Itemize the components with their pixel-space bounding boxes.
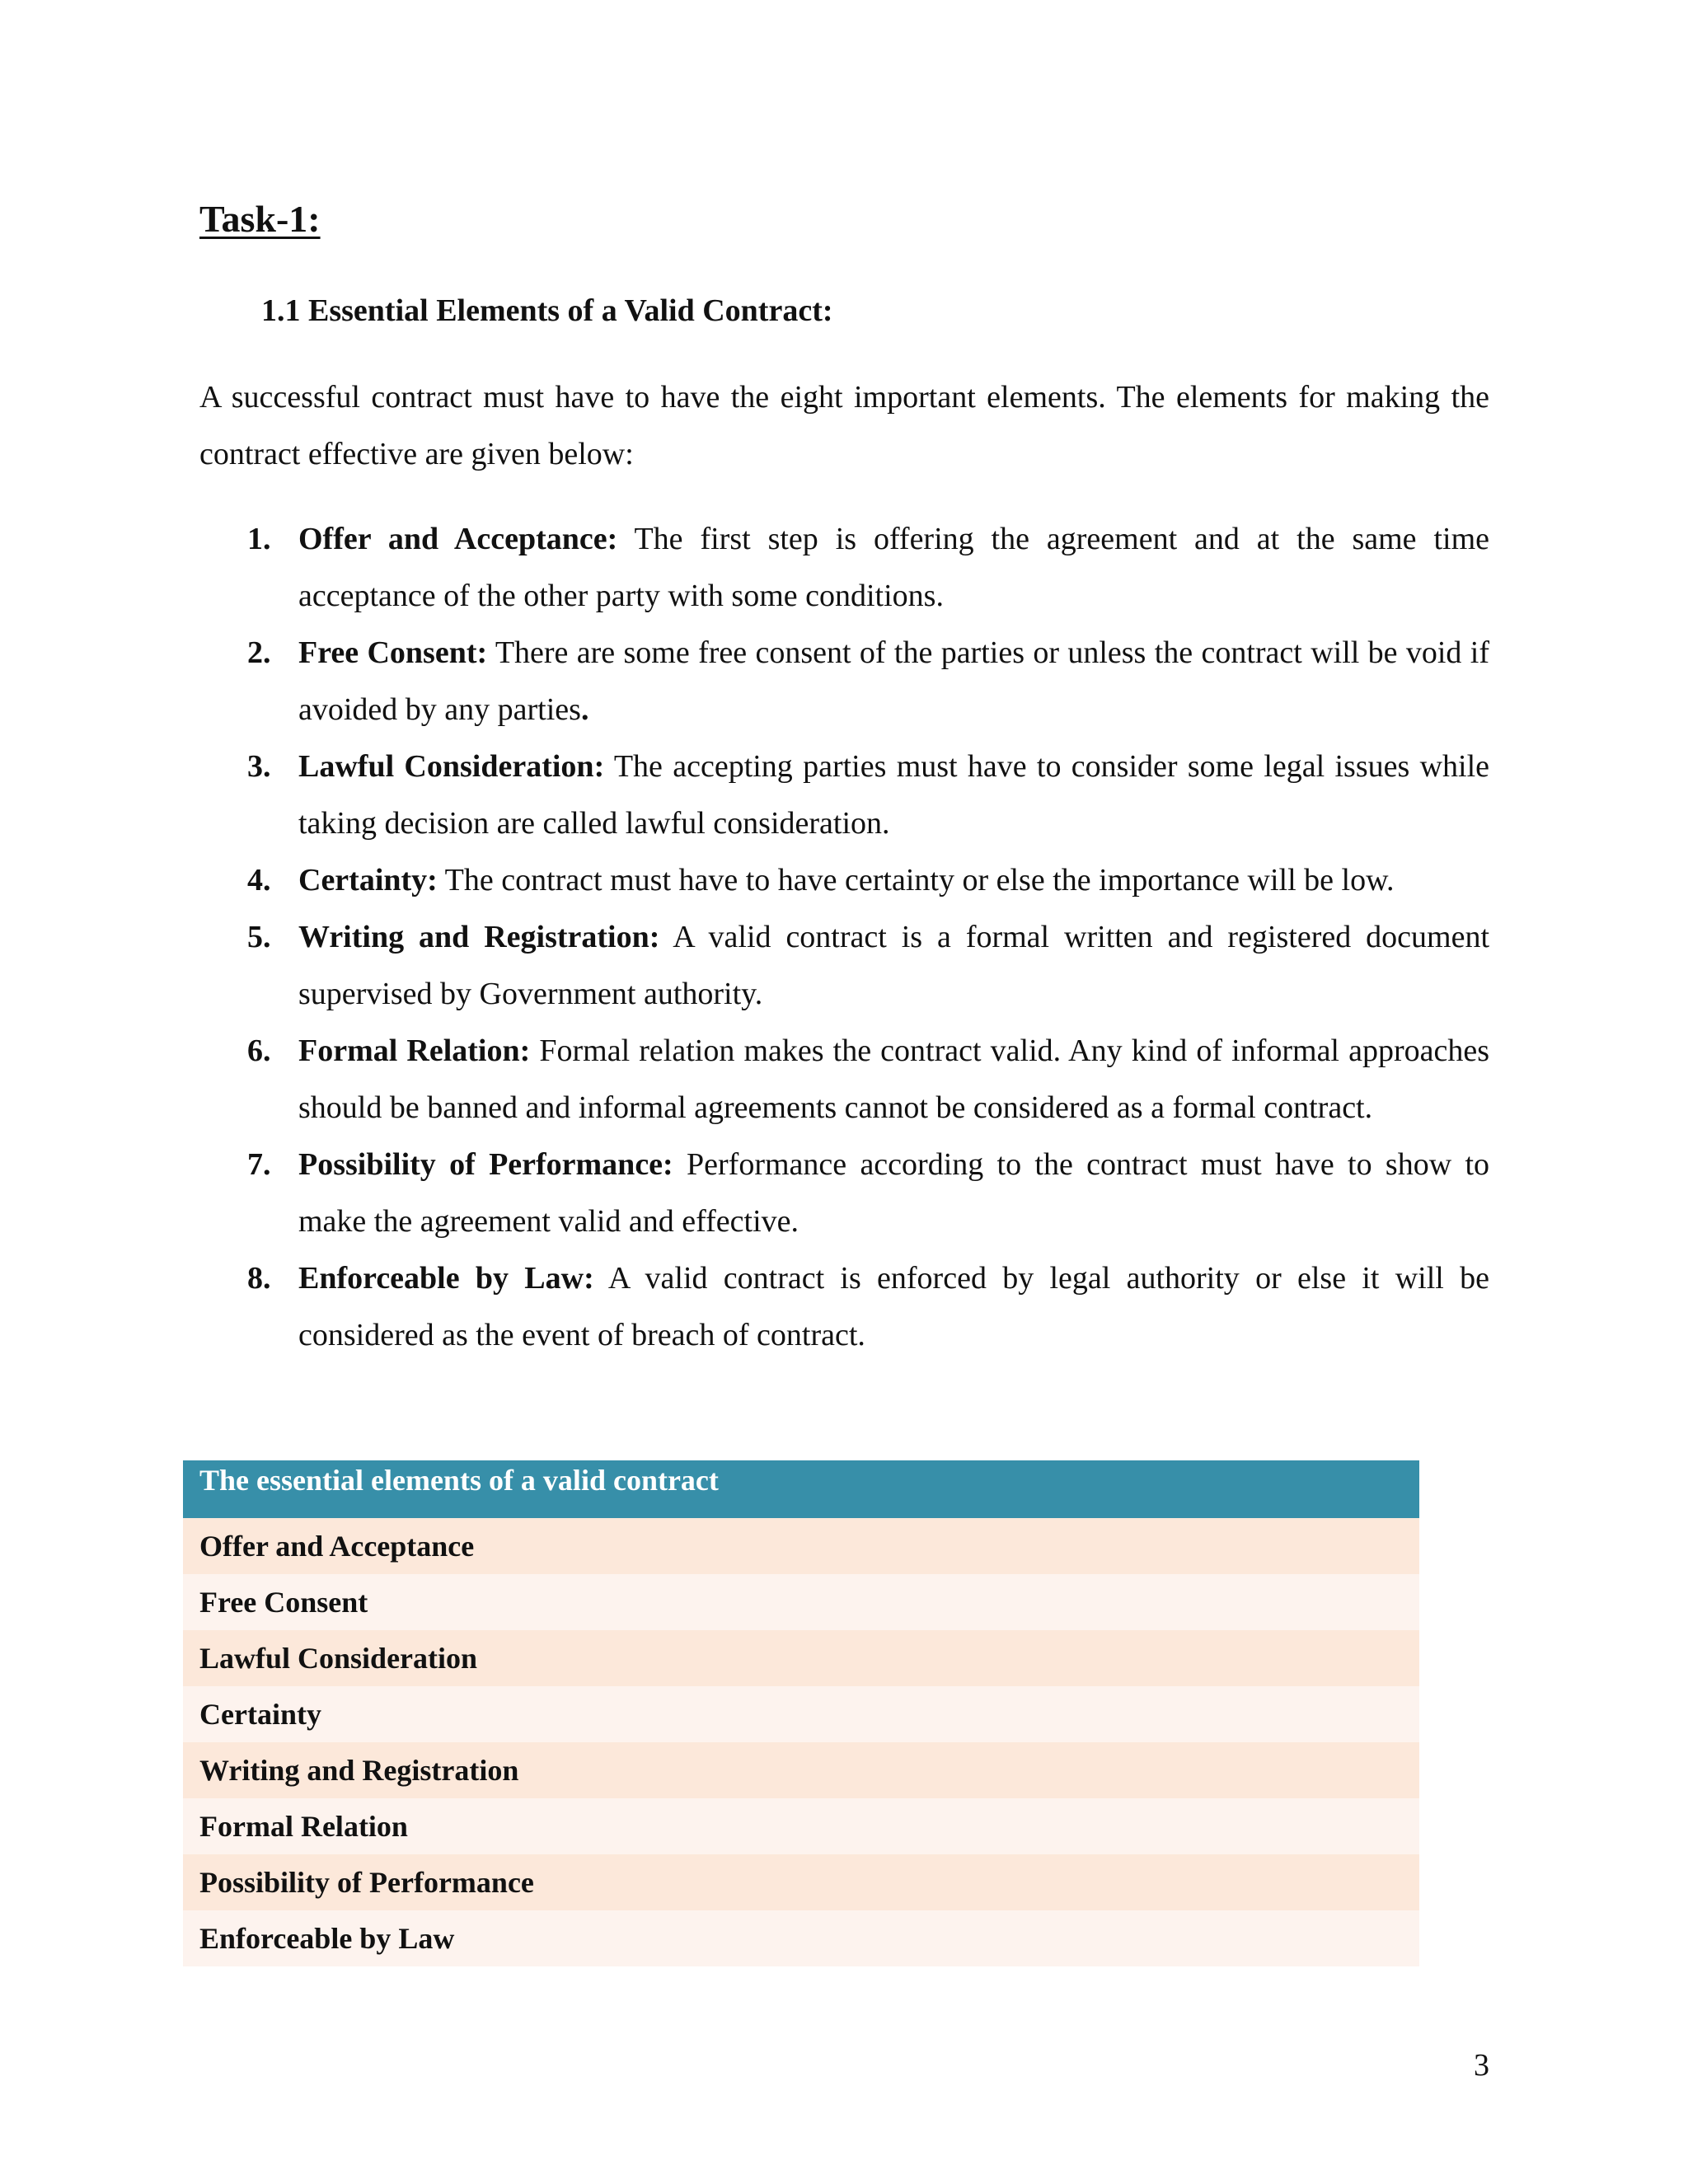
table-row: [183, 1742, 1419, 1798]
table-row: [183, 1910, 1419, 1966]
element-description: The first step is offering the agreement and at the same time acceptance of the other party with some conditions.: [298, 522, 1489, 613]
element-end-mark: .: [580, 692, 589, 727]
element-term: Writing and Registration:: [298, 920, 660, 954]
list-item: [199, 1023, 1489, 1137]
task-title: Task-1:: [199, 198, 321, 240]
element-description: There are some free consent of the parties or unless the contract will be void if avoided by any parties: [298, 635, 1489, 727]
page-number: 3: [1474, 2048, 1489, 2083]
element-term: Formal Relation:: [298, 1033, 531, 1068]
table-row: [183, 1798, 1419, 1854]
element-term: Offer and Acceptance:: [298, 522, 618, 556]
elements-summary-table: [183, 1460, 1419, 1966]
elements-list: [199, 511, 1489, 1364]
table-cell: Lawful Consideration: [183, 1630, 1419, 1686]
element-description: A valid contract is enforced by legal authority or else it will be considered as the event of breach of contract.: [298, 1261, 1489, 1352]
list-number: 8.: [247, 1261, 271, 1296]
table-cell: Enforceable by Law: [183, 1910, 1419, 1966]
element-description: The accepting parties must have to consider some legal issues while taking decision are called lawful consideration.: [298, 749, 1490, 841]
list-number: 1.: [247, 522, 271, 556]
list-number: 3.: [247, 749, 271, 784]
table-row: [183, 1574, 1419, 1630]
element-description: Formal relation makes the contract valid. Any kind of informal approaches should be banned and informal agreements cannot be considered as a formal contract.: [298, 1033, 1490, 1125]
element-term: Enforceable by Law:: [298, 1261, 594, 1296]
list-number: 7.: [247, 1147, 271, 1182]
intro-paragraph: A successful contract must have to have the eight important elements. The elements for making the contract effective are given below:: [199, 380, 1489, 471]
list-item: [199, 625, 1489, 738]
table-row: [183, 1686, 1419, 1742]
list-item: [199, 852, 1489, 909]
table-header-cell: The essential elements of a valid contract: [183, 1460, 1419, 1518]
list-item: [199, 1137, 1489, 1250]
element-description: Performance according to the contract must have to show to make the agreement valid and effective.: [298, 1147, 1490, 1239]
list-number: 6.: [247, 1033, 271, 1068]
table-row: [183, 1518, 1419, 1574]
table-cell: Writing and Registration: [183, 1742, 1419, 1798]
element-term: Free Consent:: [298, 635, 488, 670]
list-item: [199, 909, 1489, 1023]
element-term: Possibility of Performance:: [298, 1147, 673, 1182]
element-description: A valid contract is a formal written and registered document supervised by Government authority.: [298, 920, 1490, 1011]
table-cell: Certainty: [183, 1686, 1419, 1742]
table-cell: Formal Relation: [183, 1798, 1419, 1854]
table-cell: Free Consent: [183, 1574, 1419, 1630]
list-item: [199, 1250, 1489, 1364]
table-row: [183, 1854, 1419, 1910]
list-item: [199, 738, 1489, 852]
list-number: 4.: [247, 863, 271, 898]
table-header-row: [183, 1460, 1419, 1518]
element-term: Lawful Consideration:: [298, 749, 605, 784]
table-cell: Possibility of Performance: [183, 1854, 1419, 1910]
element-term: Certainty:: [298, 863, 438, 898]
list-number: 5.: [247, 920, 271, 954]
section-heading: 1.1 Essential Elements of a Valid Contract:: [261, 293, 833, 328]
list-item: [199, 511, 1489, 625]
table-cell: Offer and Acceptance: [183, 1518, 1419, 1574]
table-row: [183, 1630, 1419, 1686]
element-description: The contract must have to have certainty or else the importance will be low.: [437, 863, 1395, 898]
list-number: 2.: [247, 635, 271, 670]
